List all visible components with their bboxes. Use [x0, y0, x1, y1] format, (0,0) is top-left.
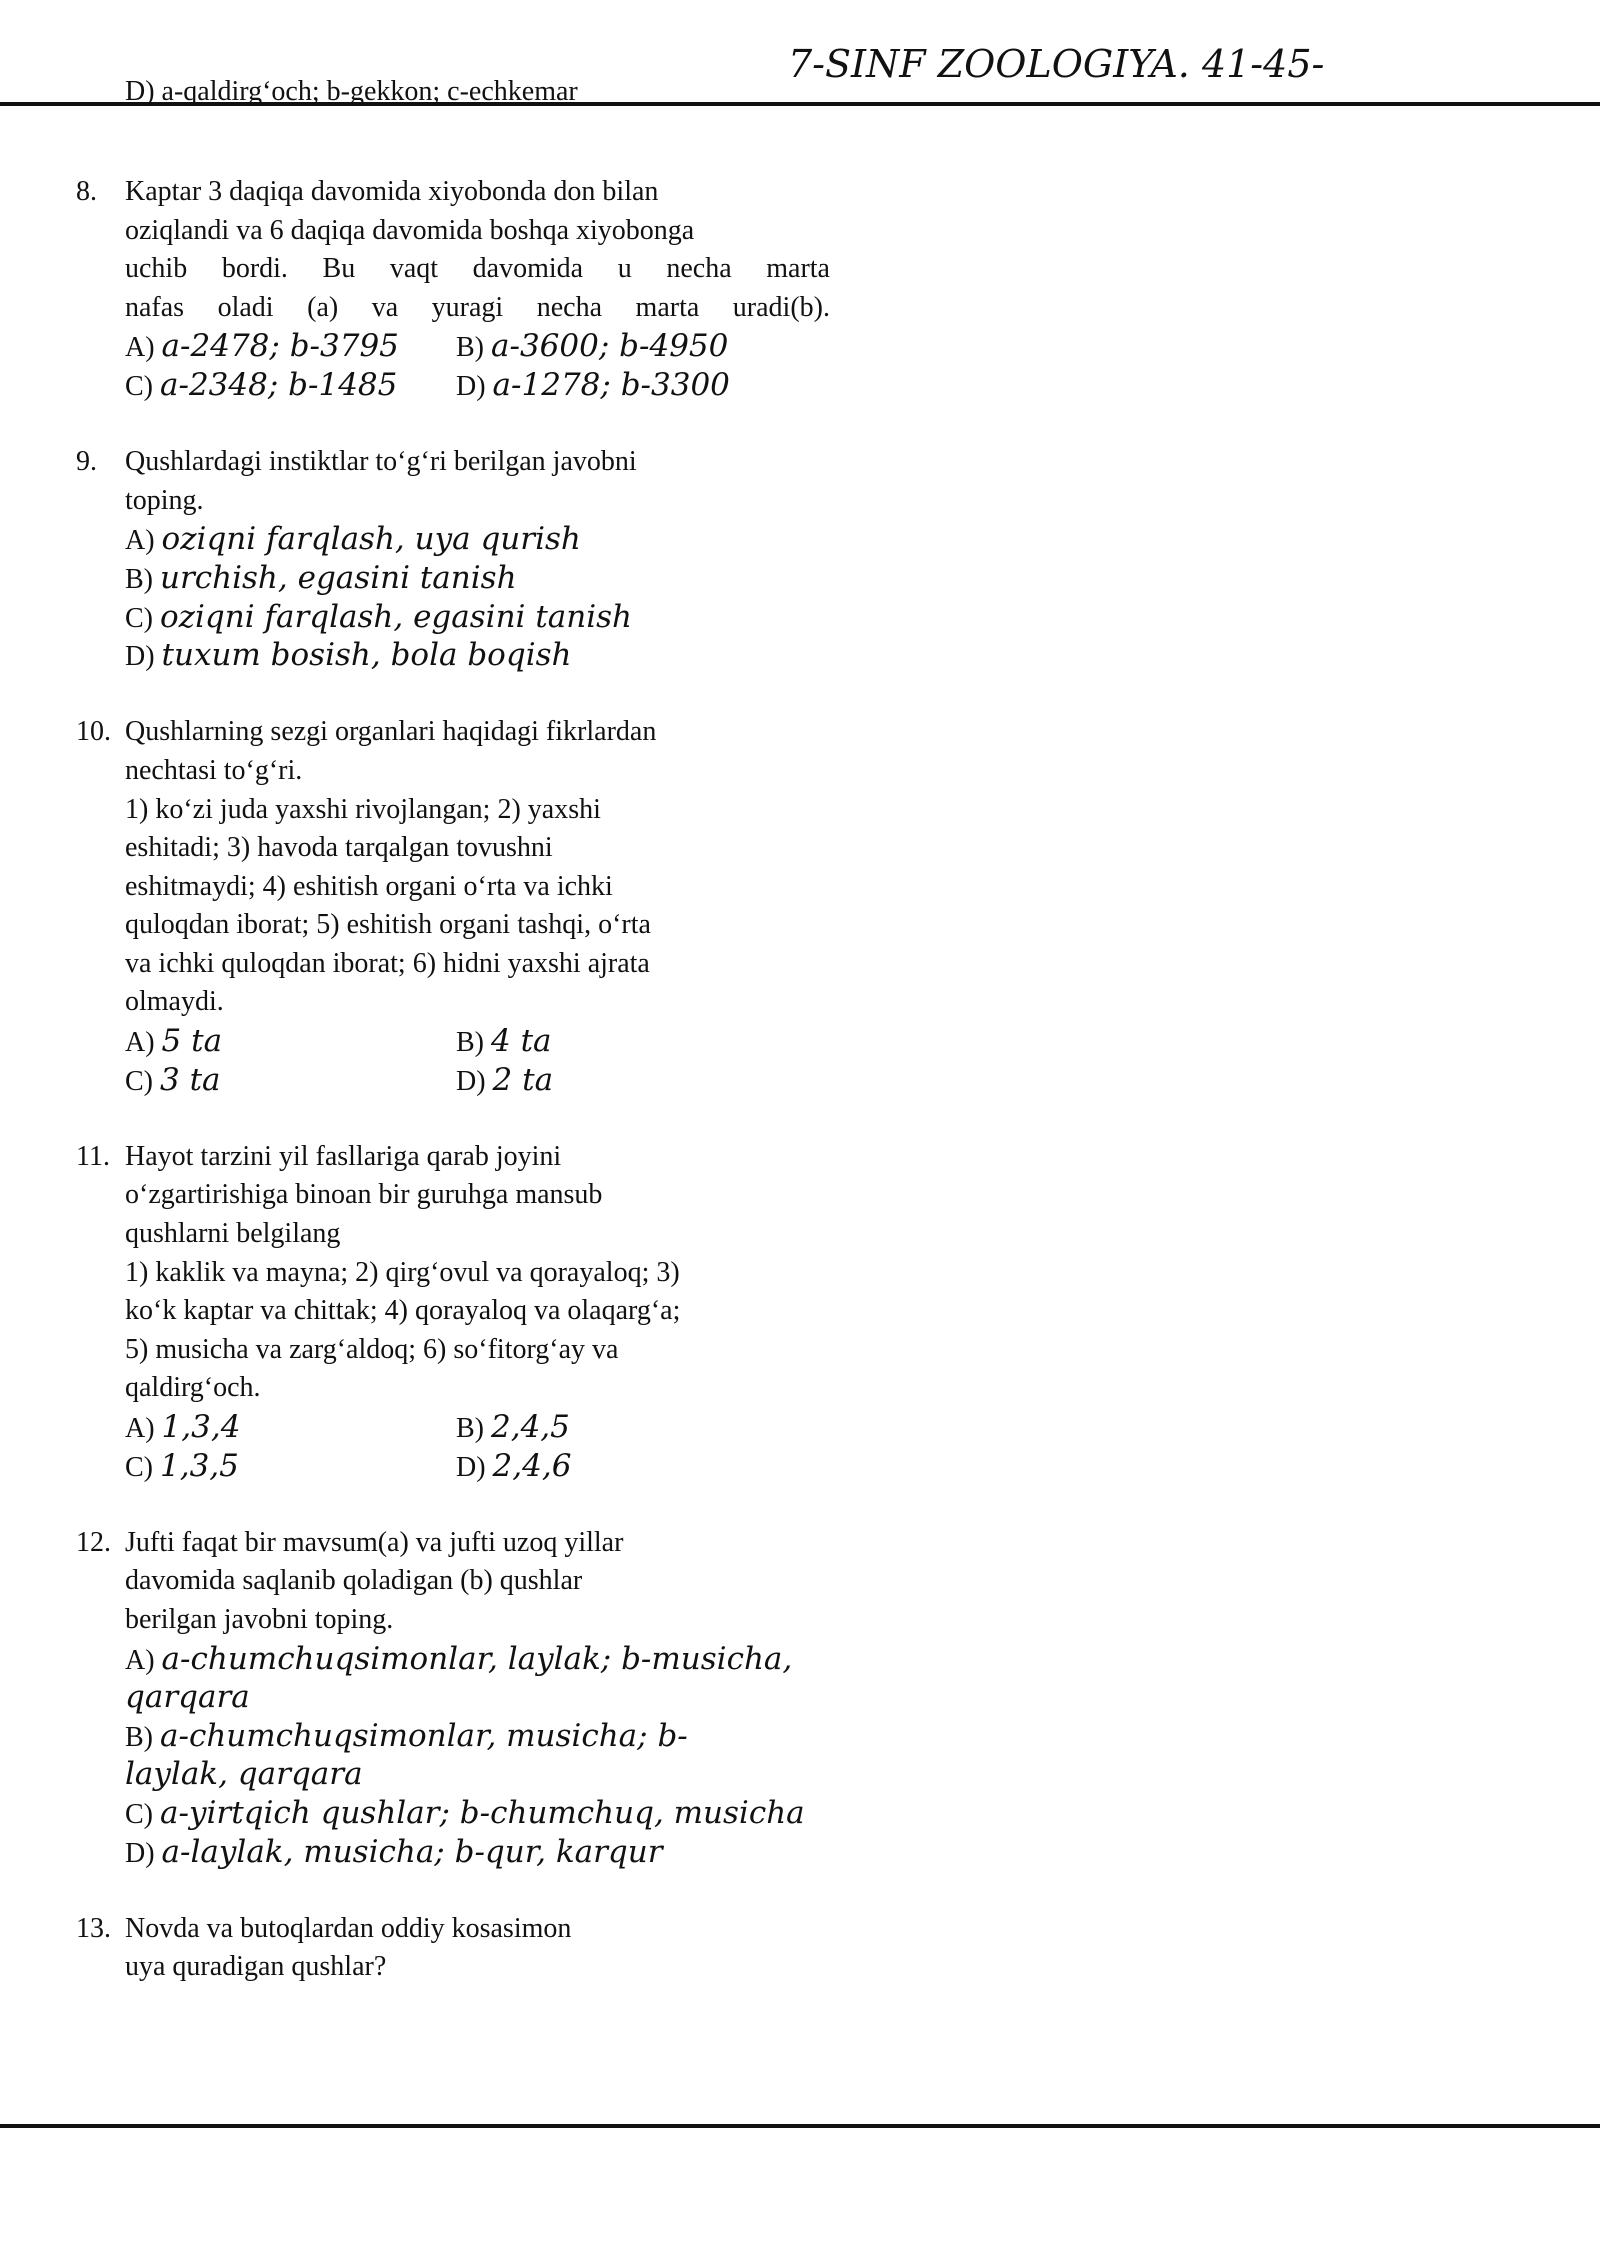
option-letter: B)	[125, 563, 153, 595]
question-text-line: 1) ko‘zi juda yaxshi rivojlangan; 2) yaxshi	[125, 793, 601, 825]
question-text-line: olmaydi.	[125, 986, 224, 1018]
option-text: a-3600; b-4950	[491, 328, 729, 365]
previous-option-clipped	[76, 76, 776, 114]
option-letter: C)	[125, 1065, 153, 1097]
option-text: a-2348; b-1485	[160, 366, 398, 403]
question-text-line: Novda va butoqlardan oddiy kosasimon	[125, 1912, 572, 1944]
question-number: 13.	[76, 1912, 111, 1944]
option-text: tuxum bosish, bola boqish	[161, 637, 572, 674]
question-text-line: berilgan javobni toping.	[125, 1603, 394, 1635]
question-number: 11.	[76, 1140, 110, 1172]
option-c[interactable]	[125, 1794, 805, 1835]
option-row	[76, 327, 776, 366]
option-text: oziqni farqlash, uya qurish	[161, 521, 581, 558]
option-letter: A)	[125, 1413, 155, 1444]
option-a[interactable]	[125, 1640, 792, 1681]
question-text-line: toping.	[125, 484, 204, 516]
option-b[interactable]	[456, 1408, 570, 1449]
option-letter: C)	[125, 602, 153, 634]
question-text-line: 5) musicha va zarg‘aldoq; 6) so‘fitorg‘ay va	[125, 1333, 619, 1365]
option-d[interactable]	[456, 1447, 571, 1488]
option-row	[76, 1447, 776, 1486]
question-column	[76, 76, 830, 1987]
option-text: 1,3,4	[161, 1409, 241, 1445]
footer-rule	[0, 2124, 1600, 2128]
page-header-title: 7-SINF ZOOLOGIYA. 41-45-	[788, 42, 1325, 86]
option-text: 5 ta	[161, 1023, 223, 1060]
option-text: 2 ta	[492, 1061, 554, 1098]
option-row	[76, 1408, 776, 1447]
option-letter: D)	[125, 1837, 155, 1869]
question-9	[76, 443, 776, 675]
option-c[interactable]	[125, 1061, 221, 1102]
option-row	[76, 366, 776, 405]
option-a-continuation: qarqara	[125, 1679, 250, 1716]
question-number: 8.	[76, 176, 97, 207]
question-text-line: uchib bordi. Bu vaqt davomida u necha marta	[125, 253, 830, 285]
option-text: 1,3,5	[160, 1447, 239, 1484]
question-text-line: Qushlardagi instiktlar to‘g‘ri berilgan javobni	[125, 446, 637, 478]
option-c[interactable]	[125, 366, 397, 407]
option-d[interactable]	[456, 1061, 553, 1102]
option-letter: D)	[456, 370, 486, 402]
question-text-line: qaldirg‘och.	[125, 1372, 261, 1404]
question-text-line: uya quradigan qushlar?	[125, 1951, 387, 1983]
option-a[interactable]	[125, 1408, 240, 1449]
option-text: a-qaldirg‘och; b-gekkon; c-echkemar	[161, 76, 578, 107]
question-text-line: Hayot tarzini yil fasllariga qarab joyini	[125, 1140, 562, 1172]
option-b-continuation: laylak, qarqara	[125, 1756, 363, 1793]
question-text-line: nechtasi to‘g‘ri.	[125, 754, 303, 786]
question-text-line: eshitadi; 3) havoda tarqalgan tovushni	[125, 832, 553, 864]
option-text: urchish, egasini tanish	[160, 559, 517, 596]
option-letter: D)	[456, 1065, 486, 1097]
question-number: 9.	[76, 446, 97, 478]
question-10	[76, 713, 776, 1099]
option-text: a-chumchuqsimonlar, laylak; b-musicha,	[161, 1640, 793, 1677]
question-number: 12.	[76, 1526, 111, 1558]
previous-option	[125, 76, 578, 108]
question-number: 10.	[76, 716, 111, 748]
question-8	[76, 173, 830, 405]
option-letter: A)	[125, 1027, 155, 1059]
option-text: 4 ta	[491, 1023, 552, 1060]
question-11	[76, 1138, 776, 1485]
option-d[interactable]	[456, 366, 730, 407]
option-d[interactable]	[125, 1833, 663, 1874]
option-text: 2,4,5	[491, 1409, 570, 1445]
question-text-line: Kaptar 3 daqiqa davomida xiyobonda don bilan	[125, 176, 659, 207]
option-a[interactable]	[125, 520, 581, 561]
option-row	[76, 1061, 776, 1100]
question-text-line: nafas oladi (a) va yuragi necha marta uradi(b).	[125, 291, 830, 323]
option-letter: C)	[125, 1451, 153, 1483]
question-text-line: ko‘k kaptar va chittak; 4) qorayaloq va olaqarg‘a;	[125, 1295, 681, 1327]
option-text: a-laylak, musicha; b-qur, karqur	[161, 1833, 663, 1870]
question-text-line: quloqdan iborat; 5) eshitish organi tashqi, o‘rta	[125, 909, 651, 941]
option-row	[76, 1022, 776, 1061]
option-text: 2,4,6	[492, 1447, 572, 1484]
option-letter: C)	[125, 1798, 153, 1830]
option-letter: D)	[125, 641, 155, 673]
question-text-line: oziqlandi va 6 daqiqa davomida boshqa xiyobonga	[125, 214, 695, 246]
option-c[interactable]	[125, 598, 632, 639]
option-b[interactable]	[456, 327, 728, 368]
question-text-line: qushlarni belgilang	[125, 1218, 341, 1250]
question-text-line: va ichki quloqdan iborat; 6) hidni yaxshi ajrata	[125, 947, 650, 979]
option-a[interactable]	[125, 1022, 222, 1063]
option-b[interactable]	[456, 1022, 552, 1063]
question-text-line: 1) kaklik va mayna; 2) qirg‘ovul va qorayaloq; 3)	[125, 1256, 680, 1288]
question-13	[76, 1910, 776, 1987]
option-text: a-2478; b-3795	[161, 328, 399, 365]
option-d[interactable]	[125, 636, 571, 677]
question-text-line: eshitmaydi; 4) eshitish organi o‘rta va ichki	[125, 870, 613, 902]
option-text: a-yirtqich qushlar; b-chumchuq, musicha	[160, 1794, 805, 1831]
option-letter: A)	[125, 1644, 155, 1676]
option-a[interactable]	[125, 327, 399, 368]
option-text: oziqni farqlash, egasini tanish	[160, 598, 633, 635]
option-letter: D)	[125, 76, 155, 107]
option-text: a-chumchuqsimonlar, musicha; b-	[160, 1717, 688, 1754]
option-letter: C)	[125, 370, 153, 402]
question-text-line: Qushlarning sezgi organlari haqidagi fikrlardan	[125, 716, 657, 748]
option-text: 3 ta	[160, 1061, 221, 1098]
option-text: a-1278; b-3300	[492, 366, 730, 403]
option-letter: D)	[456, 1451, 486, 1483]
option-letter: A)	[125, 525, 155, 557]
option-letter: B)	[456, 1027, 484, 1059]
option-b[interactable]	[125, 559, 517, 600]
question-text-line: Jufti faqat bir mavsum(a) va jufti uzoq yillar	[125, 1526, 624, 1558]
option-letter: B)	[456, 1413, 484, 1444]
option-letter: A)	[125, 332, 155, 364]
option-c[interactable]	[125, 1447, 239, 1488]
option-letter: B)	[456, 332, 484, 364]
option-letter: B)	[125, 1721, 153, 1753]
question-12	[76, 1524, 805, 1871]
question-text-line: davomida saqlanib qoladigan (b) qushlar	[125, 1565, 583, 1597]
question-text-line: o‘zgartirishiga binoan bir guruhga mansub	[125, 1179, 603, 1211]
option-b[interactable]	[125, 1717, 688, 1758]
